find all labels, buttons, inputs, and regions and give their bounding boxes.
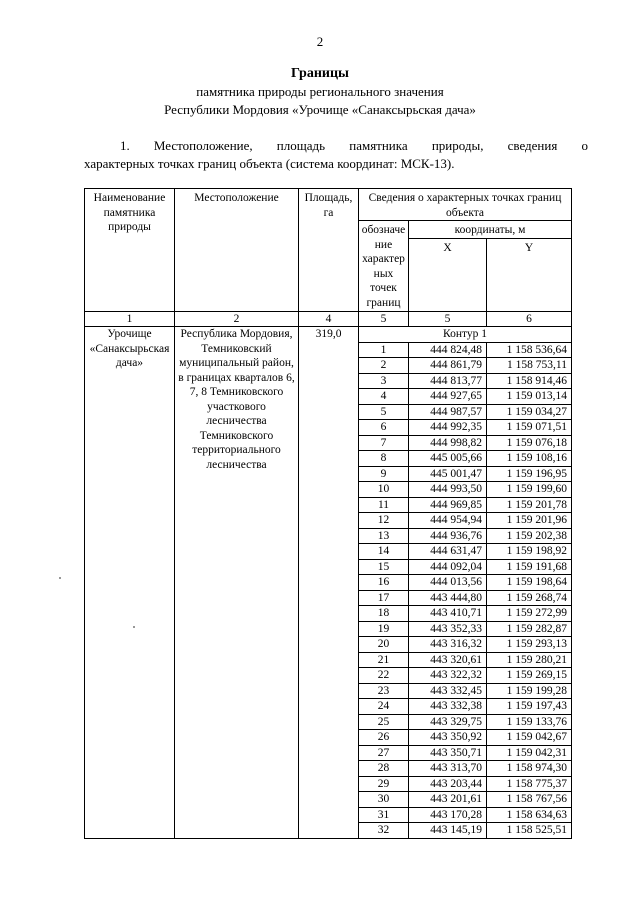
column-number: 5 xyxy=(409,311,487,327)
point-number: 9 xyxy=(359,466,409,482)
coordinate-y: 1 159 202,38 xyxy=(487,528,572,544)
coordinate-y: 1 158 634,63 xyxy=(487,807,572,823)
column-number: 5 xyxy=(359,311,409,327)
point-number: 23 xyxy=(359,683,409,699)
coordinate-y: 1 159 293,13 xyxy=(487,637,572,653)
point-number: 1 xyxy=(359,342,409,358)
header-name: Наименование памятника природы xyxy=(85,189,175,312)
coordinate-y: 1 158 525,51 xyxy=(487,823,572,839)
coordinate-x: 445 001,47 xyxy=(409,466,487,482)
point-number: 6 xyxy=(359,420,409,436)
point-number: 21 xyxy=(359,652,409,668)
point-number: 14 xyxy=(359,544,409,560)
document-subtitle-line-1: памятника природы регионального значения xyxy=(196,84,444,99)
coordinate-x: 443 410,71 xyxy=(409,606,487,622)
coordinate-y: 1 159 042,31 xyxy=(487,745,572,761)
point-number: 22 xyxy=(359,668,409,684)
coordinate-x: 444 992,35 xyxy=(409,420,487,436)
monument-area: 319,0 xyxy=(299,327,359,839)
monument-name: Урочище «Санаксырьская дача» xyxy=(85,327,175,839)
coordinate-y: 1 159 280,21 xyxy=(487,652,572,668)
point-number: 18 xyxy=(359,606,409,622)
point-number: 31 xyxy=(359,807,409,823)
coordinate-x: 444 936,76 xyxy=(409,528,487,544)
header-location: Местоположение xyxy=(175,189,299,312)
point-number: 17 xyxy=(359,590,409,606)
coordinate-y: 1 159 282,87 xyxy=(487,621,572,637)
coordinate-x: 443 350,92 xyxy=(409,730,487,746)
coordinate-x: 443 316,32 xyxy=(409,637,487,653)
coordinate-y: 1 159 199,28 xyxy=(487,683,572,699)
point-number: 7 xyxy=(359,435,409,451)
coordinate-y: 1 158 775,37 xyxy=(487,776,572,792)
point-number: 12 xyxy=(359,513,409,529)
coordinate-x: 444 969,85 xyxy=(409,497,487,513)
boundary-points-table xyxy=(84,188,572,839)
coordinate-y: 1 158 914,46 xyxy=(487,373,572,389)
coordinate-x: 444 824,48 xyxy=(409,342,487,358)
document-title: Границы xyxy=(291,66,349,81)
coordinate-y: 1 159 108,16 xyxy=(487,451,572,467)
coordinate-x: 443 201,61 xyxy=(409,792,487,808)
header-points-info: Сведения о характерных точках границ объекта xyxy=(359,189,572,221)
coordinate-y: 1 159 071,51 xyxy=(487,420,572,436)
point-number: 28 xyxy=(359,761,409,777)
point-number: 27 xyxy=(359,745,409,761)
scan-speck xyxy=(133,626,135,628)
coordinate-y: 1 159 197,43 xyxy=(487,699,572,715)
point-number: 24 xyxy=(359,699,409,715)
point-number: 8 xyxy=(359,451,409,467)
column-number: 2 xyxy=(175,311,299,327)
coordinate-y: 1 159 013,14 xyxy=(487,389,572,405)
point-number: 19 xyxy=(359,621,409,637)
coordinate-x: 443 332,38 xyxy=(409,699,487,715)
coordinate-y: 1 159 133,76 xyxy=(487,714,572,730)
coordinate-x: 443 350,71 xyxy=(409,745,487,761)
point-number: 20 xyxy=(359,637,409,653)
coordinate-x: 444 013,56 xyxy=(409,575,487,591)
coordinate-x: 443 320,61 xyxy=(409,652,487,668)
point-number: 13 xyxy=(359,528,409,544)
coordinate-x: 443 203,44 xyxy=(409,776,487,792)
coordinate-y: 1 159 268,74 xyxy=(487,590,572,606)
coordinate-y: 1 159 034,27 xyxy=(487,404,572,420)
header-area: Площадь, га xyxy=(299,189,359,312)
coordinate-x: 444 987,57 xyxy=(409,404,487,420)
point-number: 29 xyxy=(359,776,409,792)
point-number: 15 xyxy=(359,559,409,575)
coordinate-x: 444 813,77 xyxy=(409,373,487,389)
coordinate-x: 444 954,94 xyxy=(409,513,487,529)
coordinate-y: 1 158 767,56 xyxy=(487,792,572,808)
point-number: 25 xyxy=(359,714,409,730)
coordinate-x: 444 927,65 xyxy=(409,389,487,405)
coordinate-y: 1 159 201,78 xyxy=(487,497,572,513)
coordinate-x: 444 631,47 xyxy=(409,544,487,560)
coordinate-x: 443 352,33 xyxy=(409,621,487,637)
intro-line-1: 1. Местоположение, площадь памятника природы, сведения о xyxy=(120,138,588,153)
coordinate-x: 444 998,82 xyxy=(409,435,487,451)
point-number: 16 xyxy=(359,575,409,591)
header-designation: обозначе ние характер ных точек границ xyxy=(359,221,409,312)
column-number: 1 xyxy=(85,311,175,327)
coordinate-y: 1 159 272,99 xyxy=(487,606,572,622)
coordinate-x: 443 322,32 xyxy=(409,668,487,684)
coordinate-x: 443 332,45 xyxy=(409,683,487,699)
page-number: 2 xyxy=(316,34,324,49)
point-number: 10 xyxy=(359,482,409,498)
coordinate-x: 443 444,80 xyxy=(409,590,487,606)
coordinate-y: 1 159 199,60 xyxy=(487,482,572,498)
column-number: 4 xyxy=(299,311,359,327)
coordinate-y: 1 159 042,67 xyxy=(487,730,572,746)
column-number: 6 xyxy=(487,311,572,327)
coordinate-x: 443 313,70 xyxy=(409,761,487,777)
coordinate-y: 1 159 198,92 xyxy=(487,544,572,560)
intro-paragraph xyxy=(84,137,588,173)
point-number: 2 xyxy=(359,358,409,374)
coordinate-x: 443 329,75 xyxy=(409,714,487,730)
point-number: 30 xyxy=(359,792,409,808)
point-number: 26 xyxy=(359,730,409,746)
coordinate-x: 444 092,04 xyxy=(409,559,487,575)
coordinate-y: 1 159 269,15 xyxy=(487,668,572,684)
point-number: 4 xyxy=(359,389,409,405)
point-number: 3 xyxy=(359,373,409,389)
header-x: X xyxy=(409,238,487,311)
coordinate-y: 1 158 536,64 xyxy=(487,342,572,358)
coordinate-x: 444 993,50 xyxy=(409,482,487,498)
intro-line-2: характерных точках границ объекта (система координат: МСК-13). xyxy=(84,156,455,171)
contour-label: Контур 1 xyxy=(359,327,572,343)
coordinate-x: 443 170,28 xyxy=(409,807,487,823)
header-coordinates: координаты, м xyxy=(409,221,572,239)
coordinate-x: 445 005,66 xyxy=(409,451,487,467)
scan-speck xyxy=(59,577,61,579)
coordinate-x: 444 861,79 xyxy=(409,358,487,374)
header-y: Y xyxy=(487,238,572,311)
coordinate-y: 1 159 196,95 xyxy=(487,466,572,482)
coordinate-y: 1 159 076,18 xyxy=(487,435,572,451)
document-subtitle-line-2: Республики Мордовия «Урочище «Санаксырьская дача» xyxy=(164,102,476,117)
point-number: 32 xyxy=(359,823,409,839)
coordinate-y: 1 159 201,96 xyxy=(487,513,572,529)
coordinate-y: 1 159 191,68 xyxy=(487,559,572,575)
coordinate-x: 443 145,19 xyxy=(409,823,487,839)
point-number: 5 xyxy=(359,404,409,420)
coordinate-y: 1 159 198,64 xyxy=(487,575,572,591)
coordinate-y: 1 158 753,11 xyxy=(487,358,572,374)
point-number: 11 xyxy=(359,497,409,513)
monument-location: Республика Мордовия, Темниковский муниципальный район, в границах кварталов 6, 7, 8 Темниковского участкового лесничества Темниковского территориального лесничества xyxy=(175,327,299,839)
coordinate-y: 1 158 974,30 xyxy=(487,761,572,777)
